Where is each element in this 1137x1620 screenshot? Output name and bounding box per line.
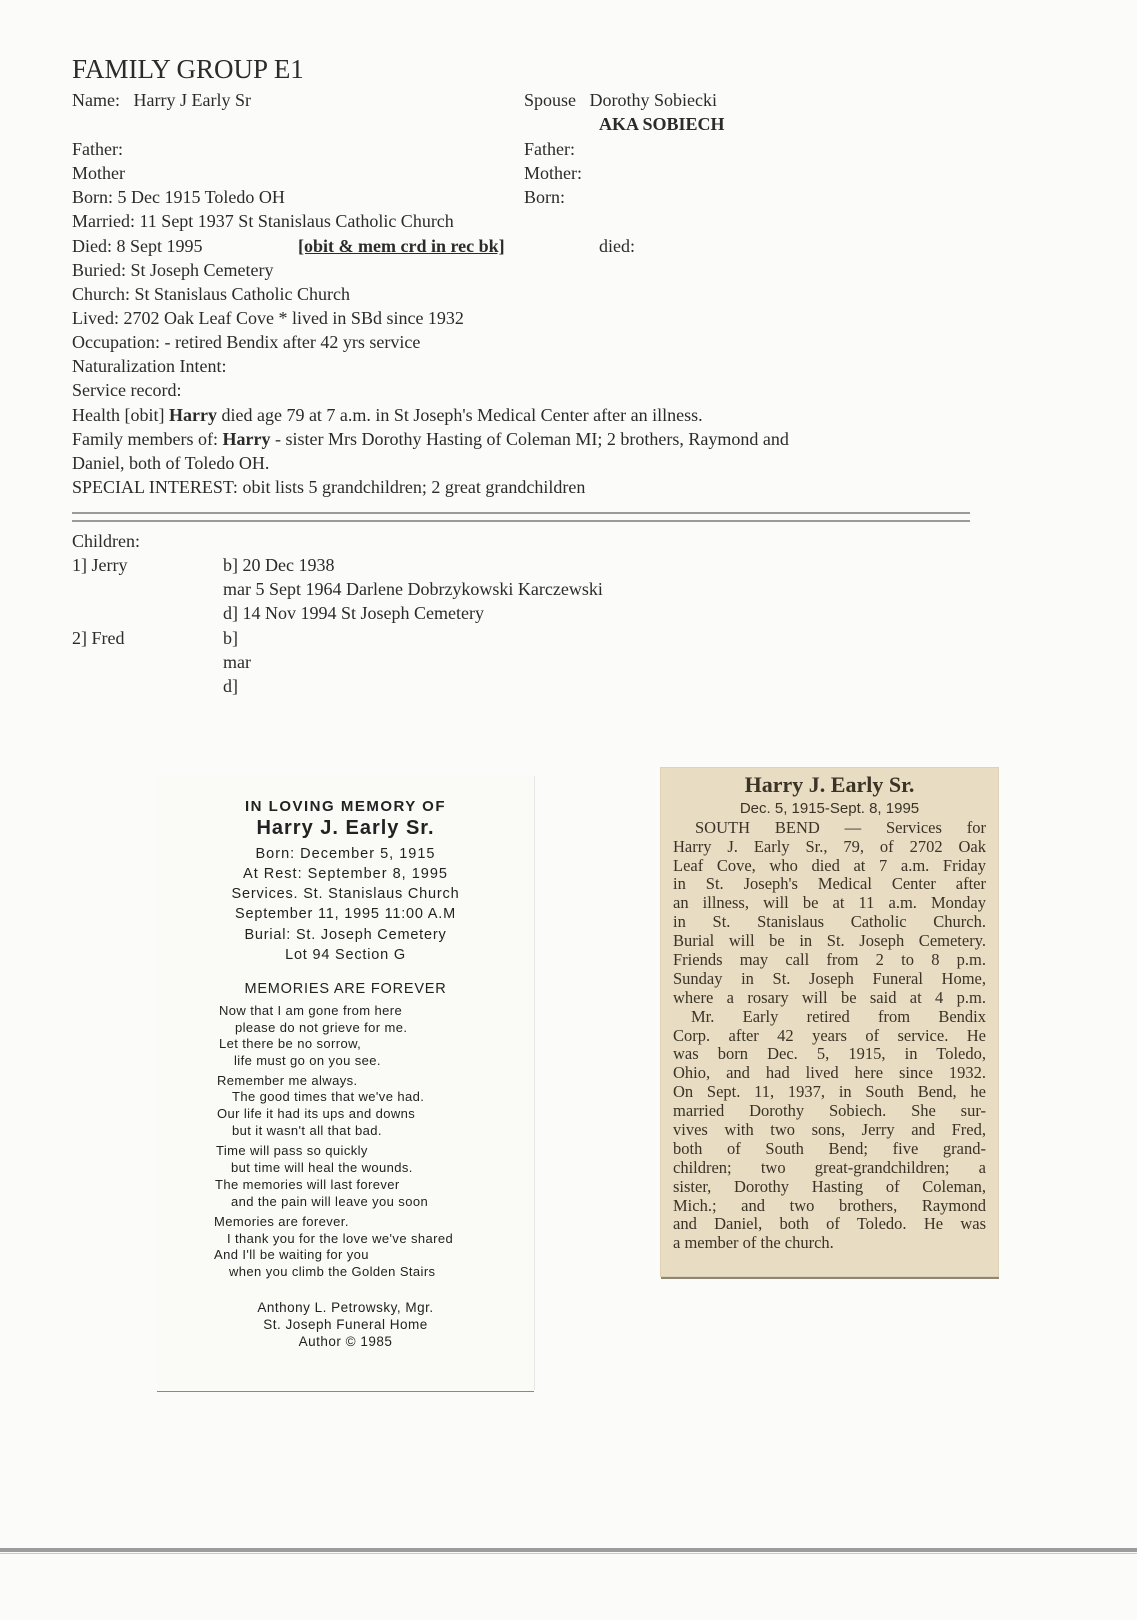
card-services: Services. St. Stanislaus Church — [231, 886, 460, 902]
children-label: Children: — [72, 531, 140, 551]
clipping-edge — [661, 1277, 999, 1279]
husband-name: Harry J Early Sr — [133, 90, 251, 110]
page-title: FAMILY GROUP E1 — [72, 54, 304, 84]
child-1-name: 1] Jerry — [72, 555, 128, 575]
poem-line: Our life it had its ups and downs — [217, 1106, 416, 1121]
obit-line: an illness, will be at 11 a.m. Monday — [673, 893, 986, 912]
obit-line: Leaf Cove, who died at 7 a.m. Friday — [673, 856, 986, 875]
health-row — [72, 403, 703, 427]
card-lot: Lot 94 Section G — [285, 947, 406, 963]
name-label: Name: — [72, 90, 120, 110]
family-text: - sister Mrs Dorothy Hasting of Coleman MI; 2 brothers, Raymond and — [270, 429, 789, 449]
naturalization: Naturalization Intent: — [72, 356, 227, 376]
child-1-married: mar 5 Sept 1964 Darlene Dobrzykowski Karczewski — [223, 579, 603, 599]
spouse-aka: AKA SOBIECH — [599, 114, 725, 134]
family-members-row — [72, 427, 789, 451]
poem-line: The good times that we've had. — [232, 1089, 425, 1104]
child-2-married: mar — [223, 652, 251, 672]
husband-born: Born: 5 Dec 1915 Toledo OH — [72, 187, 285, 207]
obit-line: Burial will be in St. Joseph Cemetery. — [673, 931, 986, 950]
poem-line: And I'll be waiting for you — [214, 1247, 369, 1262]
health-label: Health [obit] — [72, 405, 169, 425]
church: Church: St Stanislaus Catholic Church — [72, 284, 350, 304]
obit-line: and Daniel, both of Toledo. He was — [673, 1214, 986, 1233]
husband-mother: Mother — [72, 163, 125, 183]
card-credit-home: St. Joseph Funeral Home — [263, 1317, 428, 1332]
wife-born: Born: — [524, 187, 566, 207]
obit-line: On Sept. 11, 1937, in South Bend, he — [673, 1082, 986, 1101]
spouse-row — [524, 88, 717, 112]
card-heading: IN LOVING MEMORY OF — [244, 798, 446, 815]
obituary-clipping — [661, 768, 998, 1276]
special-interest: SPECIAL INTEREST: obit lists 5 grandchildren; 2 great grandchildren — [72, 477, 586, 497]
poem-line: but it wasn't all that bad. — [232, 1123, 382, 1138]
husband-died: Died: 8 Sept 1995 — [72, 236, 203, 256]
obit-line: sister, Dorothy Hasting of Coleman, — [673, 1177, 986, 1196]
obit-line: SOUTH BEND — Services for — [695, 818, 986, 837]
health-name: Harry — [168, 405, 217, 425]
wife-father: Father: — [524, 139, 575, 159]
poem-line: Memories are forever. — [214, 1214, 349, 1229]
spouse-label: Spouse — [524, 90, 577, 110]
spouse-name: Dorothy Sobiecki — [589, 90, 718, 110]
scan-edge-shadow — [0, 1553, 1137, 1554]
family-name: Harry — [222, 429, 271, 449]
husband-father: Father: — [72, 139, 123, 159]
obit-line: children; two great-grandchildren; a — [673, 1158, 986, 1177]
card-service-date: September 11, 1995 11:00 A.M — [235, 906, 456, 922]
poem-line: please do not grieve for me. — [235, 1020, 408, 1035]
card-burial: Burial: St. Joseph Cemetery — [244, 927, 447, 943]
poem-line: The memories will last forever — [215, 1177, 400, 1192]
card-credit-manager: Anthony L. Petrowsky, Mgr. — [257, 1300, 434, 1315]
obit-line: a member of the church. — [673, 1233, 834, 1252]
obit-line: Ohio, and had lived here since 1932. — [673, 1063, 986, 1082]
poem-line: Remember me always. — [217, 1073, 358, 1088]
obit-line: Friends may call from 2 to 8 p.m. — [673, 950, 986, 969]
service-record: Service record: — [72, 380, 182, 400]
card-edge — [157, 1391, 534, 1392]
obit-line: Harry J. Early Sr., 79, of 2702 Oak — [673, 837, 986, 856]
obit-line: in St. Stanislaus Catholic Church. — [673, 912, 986, 931]
poem-line: Let there be no sorrow, — [219, 1036, 362, 1051]
poem-line: when you climb the Golden Stairs — [229, 1264, 436, 1279]
buried: Buried: St Joseph Cemetery — [72, 260, 274, 280]
obit-line: Mich.; and two brothers, Raymond — [673, 1196, 986, 1215]
obit-line: in St. Joseph's Medical Center after — [673, 874, 986, 893]
obit-line: vives with two sons, Jerry and Fred, — [673, 1120, 986, 1139]
family-label: Family members of: — [72, 429, 223, 449]
health-text: died age 79 at 7 a.m. in St Joseph's Medical Center after an illness. — [216, 405, 703, 425]
occupation: Occupation: - retired Bendix after 42 yrs service — [72, 332, 421, 352]
memorial-card — [157, 776, 535, 1390]
child-2-born: b] — [223, 628, 238, 648]
poem-line: but time will heal the wounds. — [231, 1160, 413, 1175]
obit-name: Harry J. Early Sr. — [744, 772, 915, 797]
poem-line: Time will pass so quickly — [216, 1143, 368, 1158]
card-born: Born: December 5, 1915 — [255, 846, 436, 862]
card-rest: At Rest: September 8, 1995 — [243, 866, 448, 882]
child-2-name: 2] Fred — [72, 628, 125, 648]
wife-died: died: — [599, 236, 635, 256]
obit-line: both of South Bend; five grand- — [673, 1139, 986, 1158]
double-divider — [72, 512, 970, 522]
obit-note: [obit & mem crd in rec bk] — [298, 236, 505, 256]
family-members-line2: Daniel, both of Toledo OH. — [72, 453, 270, 473]
obit-line: married Dorothy Sobiech. She sur- — [673, 1101, 986, 1120]
obit-line: was born Dec. 5, 1915, in Toledo, — [673, 1044, 986, 1063]
poem-line: I thank you for the love we've shared — [227, 1231, 454, 1246]
child-1-died: d] 14 Nov 1994 St Joseph Cemetery — [223, 603, 484, 623]
card-credit-author: Author © 1985 — [298, 1334, 393, 1349]
child-2-died: d] — [223, 676, 238, 696]
poem-line: life must go on you see. — [234, 1053, 381, 1068]
poem-line: Now that I am gone from here — [219, 1003, 403, 1018]
poem-title: MEMORIES ARE FOREVER — [244, 981, 447, 997]
obit-dates: Dec. 5, 1915-Sept. 8, 1995 — [739, 800, 920, 817]
husband-name-row — [72, 88, 251, 112]
obit-line: Sunday in St. Joseph Funeral Home, — [673, 969, 986, 988]
scan-edge — [0, 1548, 1137, 1552]
card-name: Harry J. Early Sr. — [256, 817, 435, 839]
poem-line: and the pain will leave you soon — [231, 1194, 429, 1209]
wife-mother: Mother: — [524, 163, 582, 183]
obit-line: Mr. Early retired from Bendix — [691, 1007, 986, 1026]
child-1-born: b] 20 Dec 1938 — [223, 555, 335, 575]
obit-line: Corp. after 42 years of service. He — [673, 1026, 986, 1045]
lived: Lived: 2702 Oak Leaf Cove * lived in SBd since 1932 — [72, 308, 464, 328]
married: Married: 11 Sept 1937 St Stanislaus Catholic Church — [72, 211, 454, 231]
obit-line: where a rosary will be said at 4 p.m. — [673, 988, 986, 1007]
